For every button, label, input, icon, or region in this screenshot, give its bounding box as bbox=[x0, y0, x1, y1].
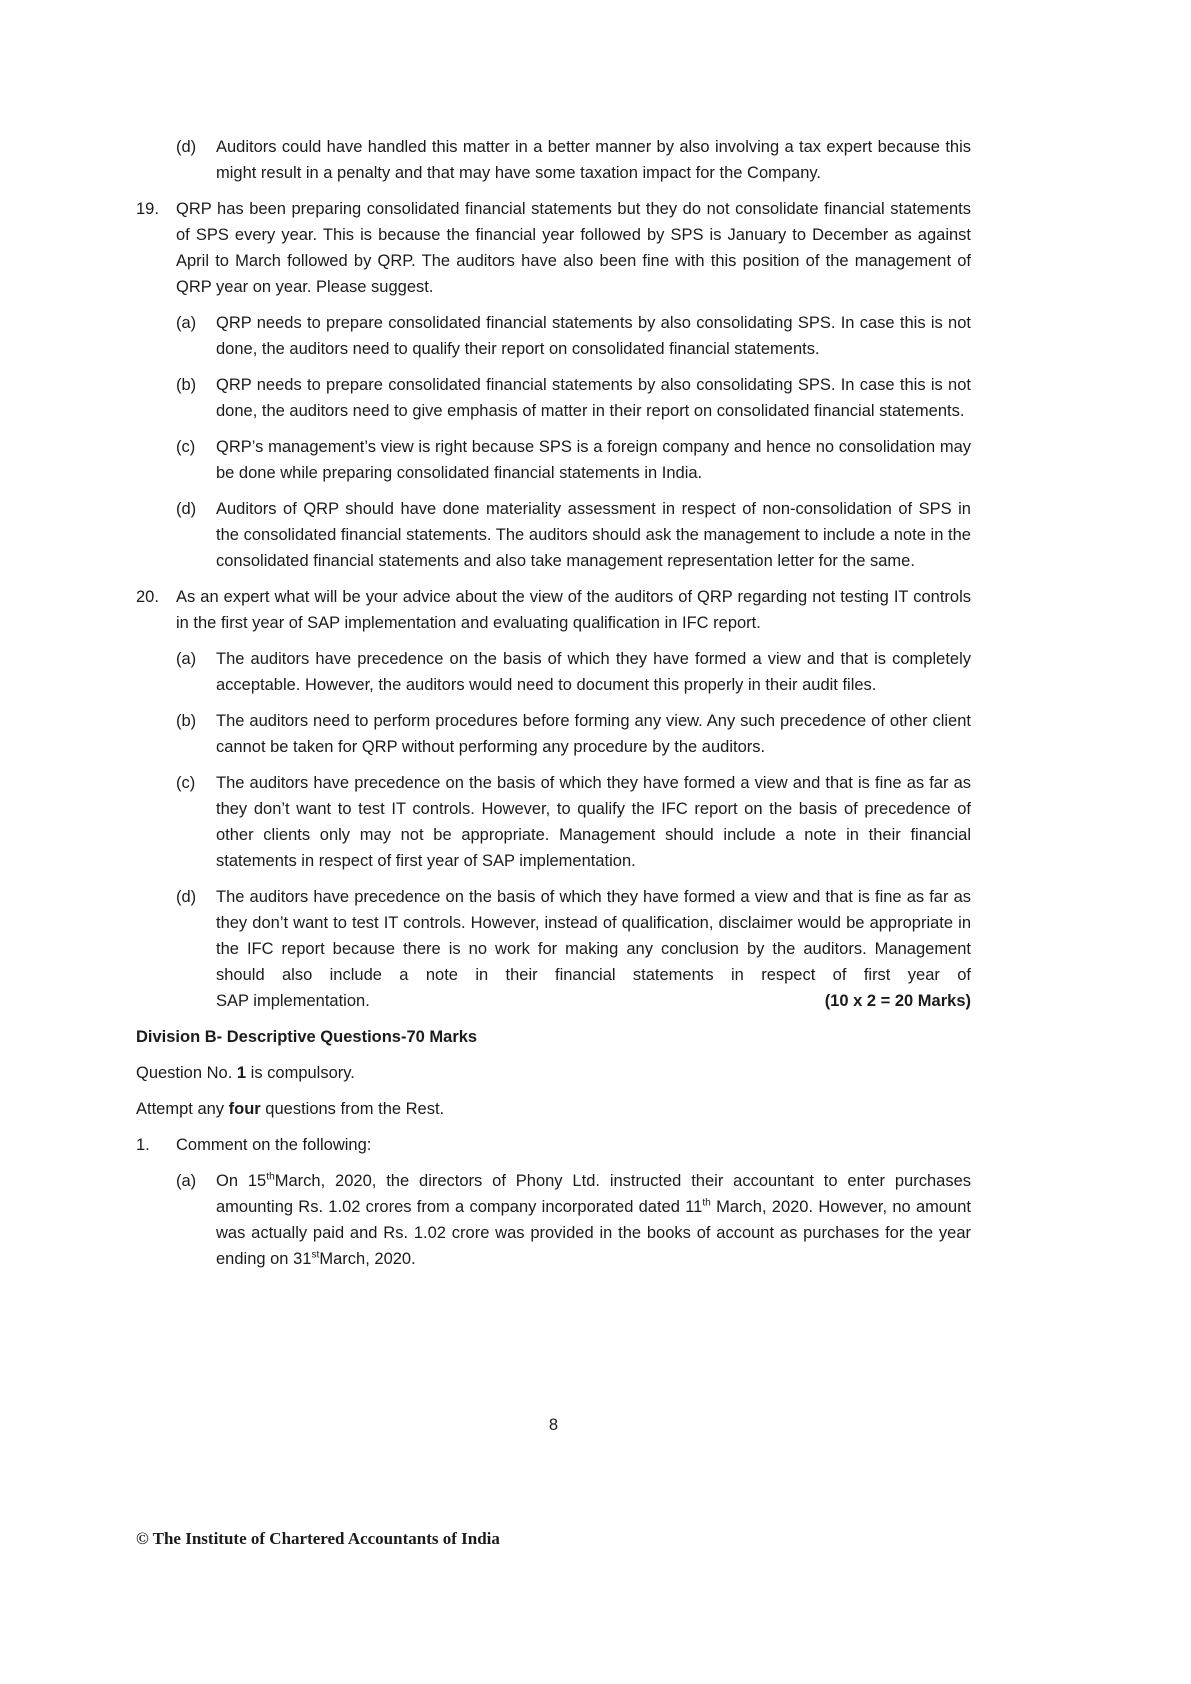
option-label: (d) bbox=[176, 888, 197, 906]
question-19-option-a bbox=[176, 310, 971, 362]
option-label: (c) bbox=[176, 774, 196, 792]
question-1 bbox=[136, 1132, 971, 1282]
option-label: (a) bbox=[176, 314, 197, 332]
option-text: The auditors need to perform procedures before forming any view. Any such precedence of other client cannot be taken for QRP without performing any procedure by the auditors. bbox=[216, 712, 971, 756]
question-1-number: 1. bbox=[136, 1136, 150, 1154]
question-20-option-d bbox=[176, 884, 971, 1014]
option-text-end: SAP implementation. bbox=[216, 992, 370, 1010]
attempt-note: Attempt any four questions from the Rest. bbox=[136, 1100, 445, 1118]
option-text: The auditors have precedence on the basis of which they have formed a view and that is completely acceptable. However, the auditors would need to document this properly in their audit files. bbox=[216, 650, 971, 694]
copyright-footer: © The Institute of Chartered Accountants of India bbox=[136, 1529, 500, 1548]
option-last-line bbox=[216, 988, 971, 1014]
question-20-option-a bbox=[176, 646, 971, 698]
question-19-text: QRP has been preparing consolidated financial statements but they do not consolidate financial statements of SPS every year. This is because the financial year followed by SPS is January to December as against April to March followed by QRP. The auditors have also been fine with this position of the management of QRP year on year. Please suggest. bbox=[176, 200, 971, 296]
question-19-option-d bbox=[176, 496, 971, 574]
question-1-text: Comment on the following: bbox=[176, 1136, 372, 1154]
option-text: Auditors could have handled this matter in a better manner by also involving a tax expert because this might result in a penalty and that may have some taxation impact for the Company. bbox=[216, 138, 971, 182]
compulsory-note: Question No. 1 is compulsory. bbox=[136, 1064, 355, 1082]
option-label: (a) bbox=[176, 650, 197, 668]
question-19-option-c bbox=[176, 434, 971, 486]
option-label: (d) bbox=[176, 500, 197, 518]
page-content bbox=[136, 134, 971, 1282]
option-text: The auditors have precedence on the basis of which they have formed a view and that is fine as far as they don’t want to test IT controls. However, to qualify the IFC report on the basis of precedence of other clients only may not be appropriate. Management should include a note in their financial statements in respect of first year of SAP implementation. bbox=[216, 774, 971, 870]
option-label: (c) bbox=[176, 438, 196, 456]
question-19 bbox=[136, 196, 971, 584]
option-text: QRP needs to prepare consolidated financial statements by also consolidating SPS. In case this is not done, the auditors need to give emphasis of matter in their report on consolidated financial statements. bbox=[216, 376, 971, 420]
question-19-option-b bbox=[176, 372, 971, 424]
question-19-number: 19. bbox=[136, 200, 159, 218]
question-20-option-c bbox=[176, 770, 971, 874]
carryover-option-d bbox=[176, 134, 971, 186]
marks-label: (10 x 2 = 20 Marks) bbox=[824, 992, 971, 1010]
question-20-text: As an expert what will be your advice about the view of the auditors of QRP regarding not testing IT controls in the first year of SAP implementation and evaluating qualification in IFC report. bbox=[176, 588, 971, 632]
page-number: 8 bbox=[548, 1416, 559, 1434]
option-label: (b) bbox=[176, 376, 197, 394]
option-text: QRP needs to prepare consolidated financial statements by also consolidating SPS. In case this is not done, the auditors need to qualify their report on consolidated financial statements. bbox=[216, 314, 971, 358]
option-label: (b) bbox=[176, 712, 197, 730]
option-text: On 15thMarch, 2020, the directors of Phony Ltd. instructed their accountant to enter purchases amounting Rs. 1.02 crores from a company incorporated dated 11th March, 2020. However, no amount was actually paid and Rs. 1.02 crore was provided in the books of account as purchases for the year ending on 31stMarch, 2020. bbox=[216, 1171, 971, 1268]
question-20-option-b bbox=[176, 708, 971, 760]
question-20 bbox=[136, 584, 971, 1024]
question-20-number: 20. bbox=[136, 588, 159, 606]
option-label: (a) bbox=[176, 1172, 197, 1190]
option-text: QRP’s management’s view is right because SPS is a foreign company and hence no consolidation may be done while preparing consolidated financial statements in India. bbox=[216, 438, 971, 482]
division-b-heading: Division B- Descriptive Questions-70 Marks bbox=[136, 1028, 478, 1046]
option-text: The auditors have precedence on the basis of which they have formed a view and that is fine as far as they don’t want to test IT controls. However, instead of qualification, disclaimer would be appropriate in the IFC report because there is no work for making any conclusion by the auditors. Management should also include a note in their financial statements in respect of first year of bbox=[216, 888, 971, 984]
option-label: (d) bbox=[176, 138, 197, 156]
option-text: Auditors of QRP should have done materiality assessment in respect of non-consolidation of SPS in the consolidated financial statements. The auditors should ask the management to include a note in the consolidated financial statements and also take management representation letter for the same. bbox=[216, 500, 971, 570]
question-1-option-a bbox=[176, 1168, 971, 1272]
